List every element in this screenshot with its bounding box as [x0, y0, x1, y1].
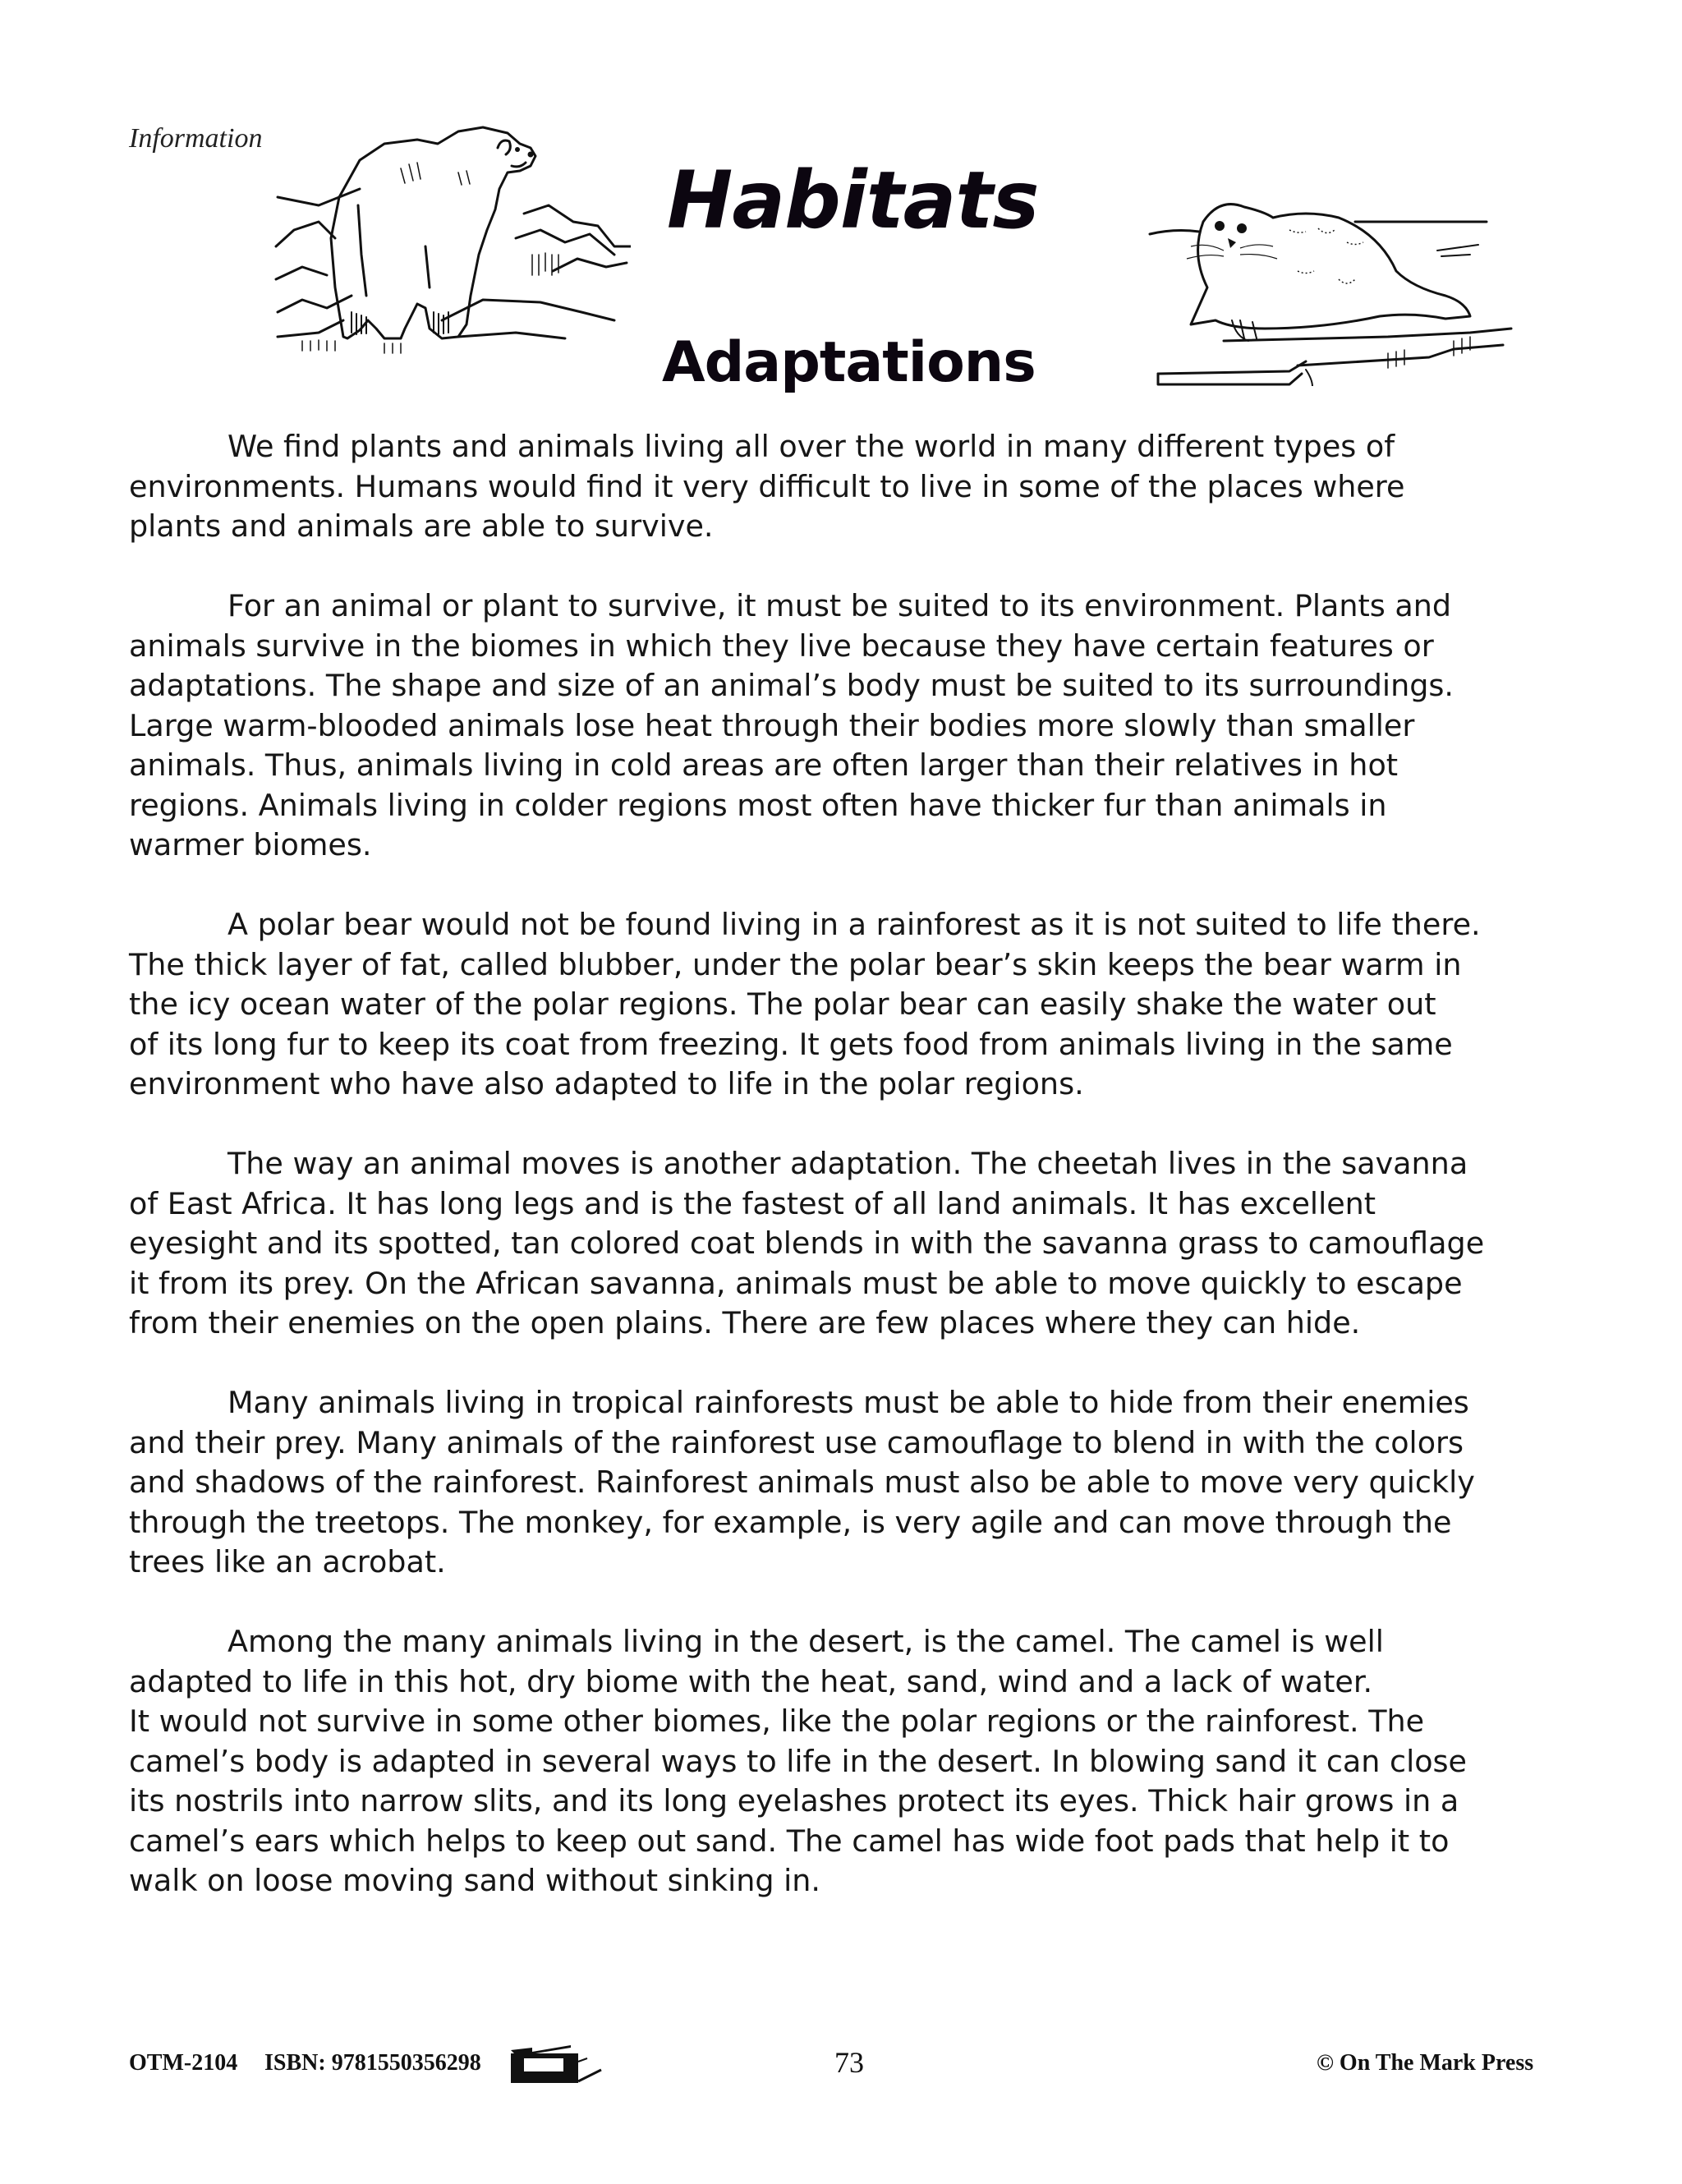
polar-bear-illustration [269, 123, 631, 361]
text-line: The way an animal moves is another adaptation. The cheetah lives in the savanna [227, 1146, 1468, 1181]
footer-isbn: ISBN: 9781550356298 [264, 2050, 481, 2076]
text-line: of its long fur to keep its coat from freezing. It gets food from animals living in the same [129, 1026, 1453, 1062]
text-line: and shadows of the rainforest. Rainforest animals must also be able to move very quickly [129, 1464, 1475, 1500]
section-label: Information [129, 123, 263, 154]
page-title: Habitats [667, 154, 1039, 246]
text-line: Many animals living in tropical rainforests must be able to hide from their enemies [227, 1385, 1469, 1420]
paragraph-rainforest [129, 1383, 1558, 1583]
text-line: adaptations. The shape and size of an animal’s body must be suited to its surroundings. [129, 668, 1454, 703]
page-number: 73 [834, 2046, 864, 2079]
text-line: The thick layer of fat, called blubber, under the polar bear’s skin keeps the bear warm in [129, 946, 1462, 982]
text-line: adapted to life in this hot, dry biome with the heat, sand, wind and a lack of water. [129, 1663, 1373, 1699]
text-line: Large warm-blooded animals lose heat through their bodies more slowly than smaller [129, 707, 1415, 743]
text-line: it from its prey. On the African savanna, animals must be able to move quickly to escape [129, 1265, 1463, 1301]
seal-illustration [1142, 197, 1519, 386]
text-line: Among the many animals living in the desert, is the camel. The camel is well [227, 1624, 1384, 1659]
text-line: It would not survive in some other biomes, like the polar regions or the rainforest. The [129, 1704, 1425, 1739]
text-line: the icy ocean water of the polar regions. The polar bear can easily shake the water out [129, 986, 1436, 1022]
text-line: regions. Animals living in colder regions most often have thicker fur than animals in [129, 787, 1387, 823]
text-line: its nostrils into narrow slits, and its long eyelashes protect its eyes. Thick hair grows in a [129, 1783, 1459, 1818]
text-line: environments. Humans would find it very difficult to live in some of the places where [129, 468, 1405, 504]
text-line: animals. Thus, animals living in cold areas are often larger than their relatives in hot [129, 747, 1399, 783]
text-line: environment who have also adapted to life in the polar regions. [129, 1066, 1084, 1101]
text-line: plants and animals are able to survive. [129, 508, 714, 544]
text-line: trees like an acrobat. [129, 1544, 446, 1579]
paragraph-cheetah [129, 1144, 1558, 1344]
paragraph-polar-bear [129, 905, 1558, 1105]
text-line: and their prey. Many animals of the rainforest use camouflage to blend in with the colors [129, 1424, 1464, 1460]
text-line: of East Africa. It has long legs and is the fastest of all land animals. It has excellent [129, 1185, 1376, 1221]
text-line: We find plants and animals living all over the world in many different types of [227, 429, 1395, 464]
paragraph-survival [129, 586, 1558, 866]
paragraph-intro [129, 427, 1558, 547]
text-line: through the treetops. The monkey, for example, is very agile and can move through the [129, 1504, 1452, 1540]
text-line: warmer biomes. [129, 827, 372, 862]
article-body [129, 427, 1558, 1941]
paragraph-camel [129, 1622, 1558, 1901]
text-line: camel’s body is adapted in several ways to life in the desert. In blowing sand it can close [129, 1743, 1468, 1779]
footer-copyright: © On The Mark Press [1317, 2050, 1534, 2076]
text-line: animals survive in the biomes in which they live because they have certain features or [129, 628, 1434, 664]
page-subtitle: Adaptations [662, 330, 1036, 395]
text-line: eyesight and its spotted, tan colored coat blends in with the savanna grass to camouflage [129, 1225, 1485, 1261]
text-line: from their enemies on the open plains. There are few places where they can hide. [129, 1305, 1361, 1340]
footer-product-code: OTM-2104 [129, 2050, 238, 2076]
text-line: For an animal or plant to survive, it must be suited to its environment. Plants and [227, 588, 1452, 623]
text-line: A polar bear would not be found living in a rainforest as it is not suited to life there. [227, 907, 1481, 942]
photocopier-icon [509, 2044, 604, 2085]
text-line: walk on loose moving sand without sinking in. [129, 1863, 821, 1898]
text-line: camel’s ears which helps to keep out sand. The camel has wide foot pads that help it to [129, 1823, 1450, 1859]
